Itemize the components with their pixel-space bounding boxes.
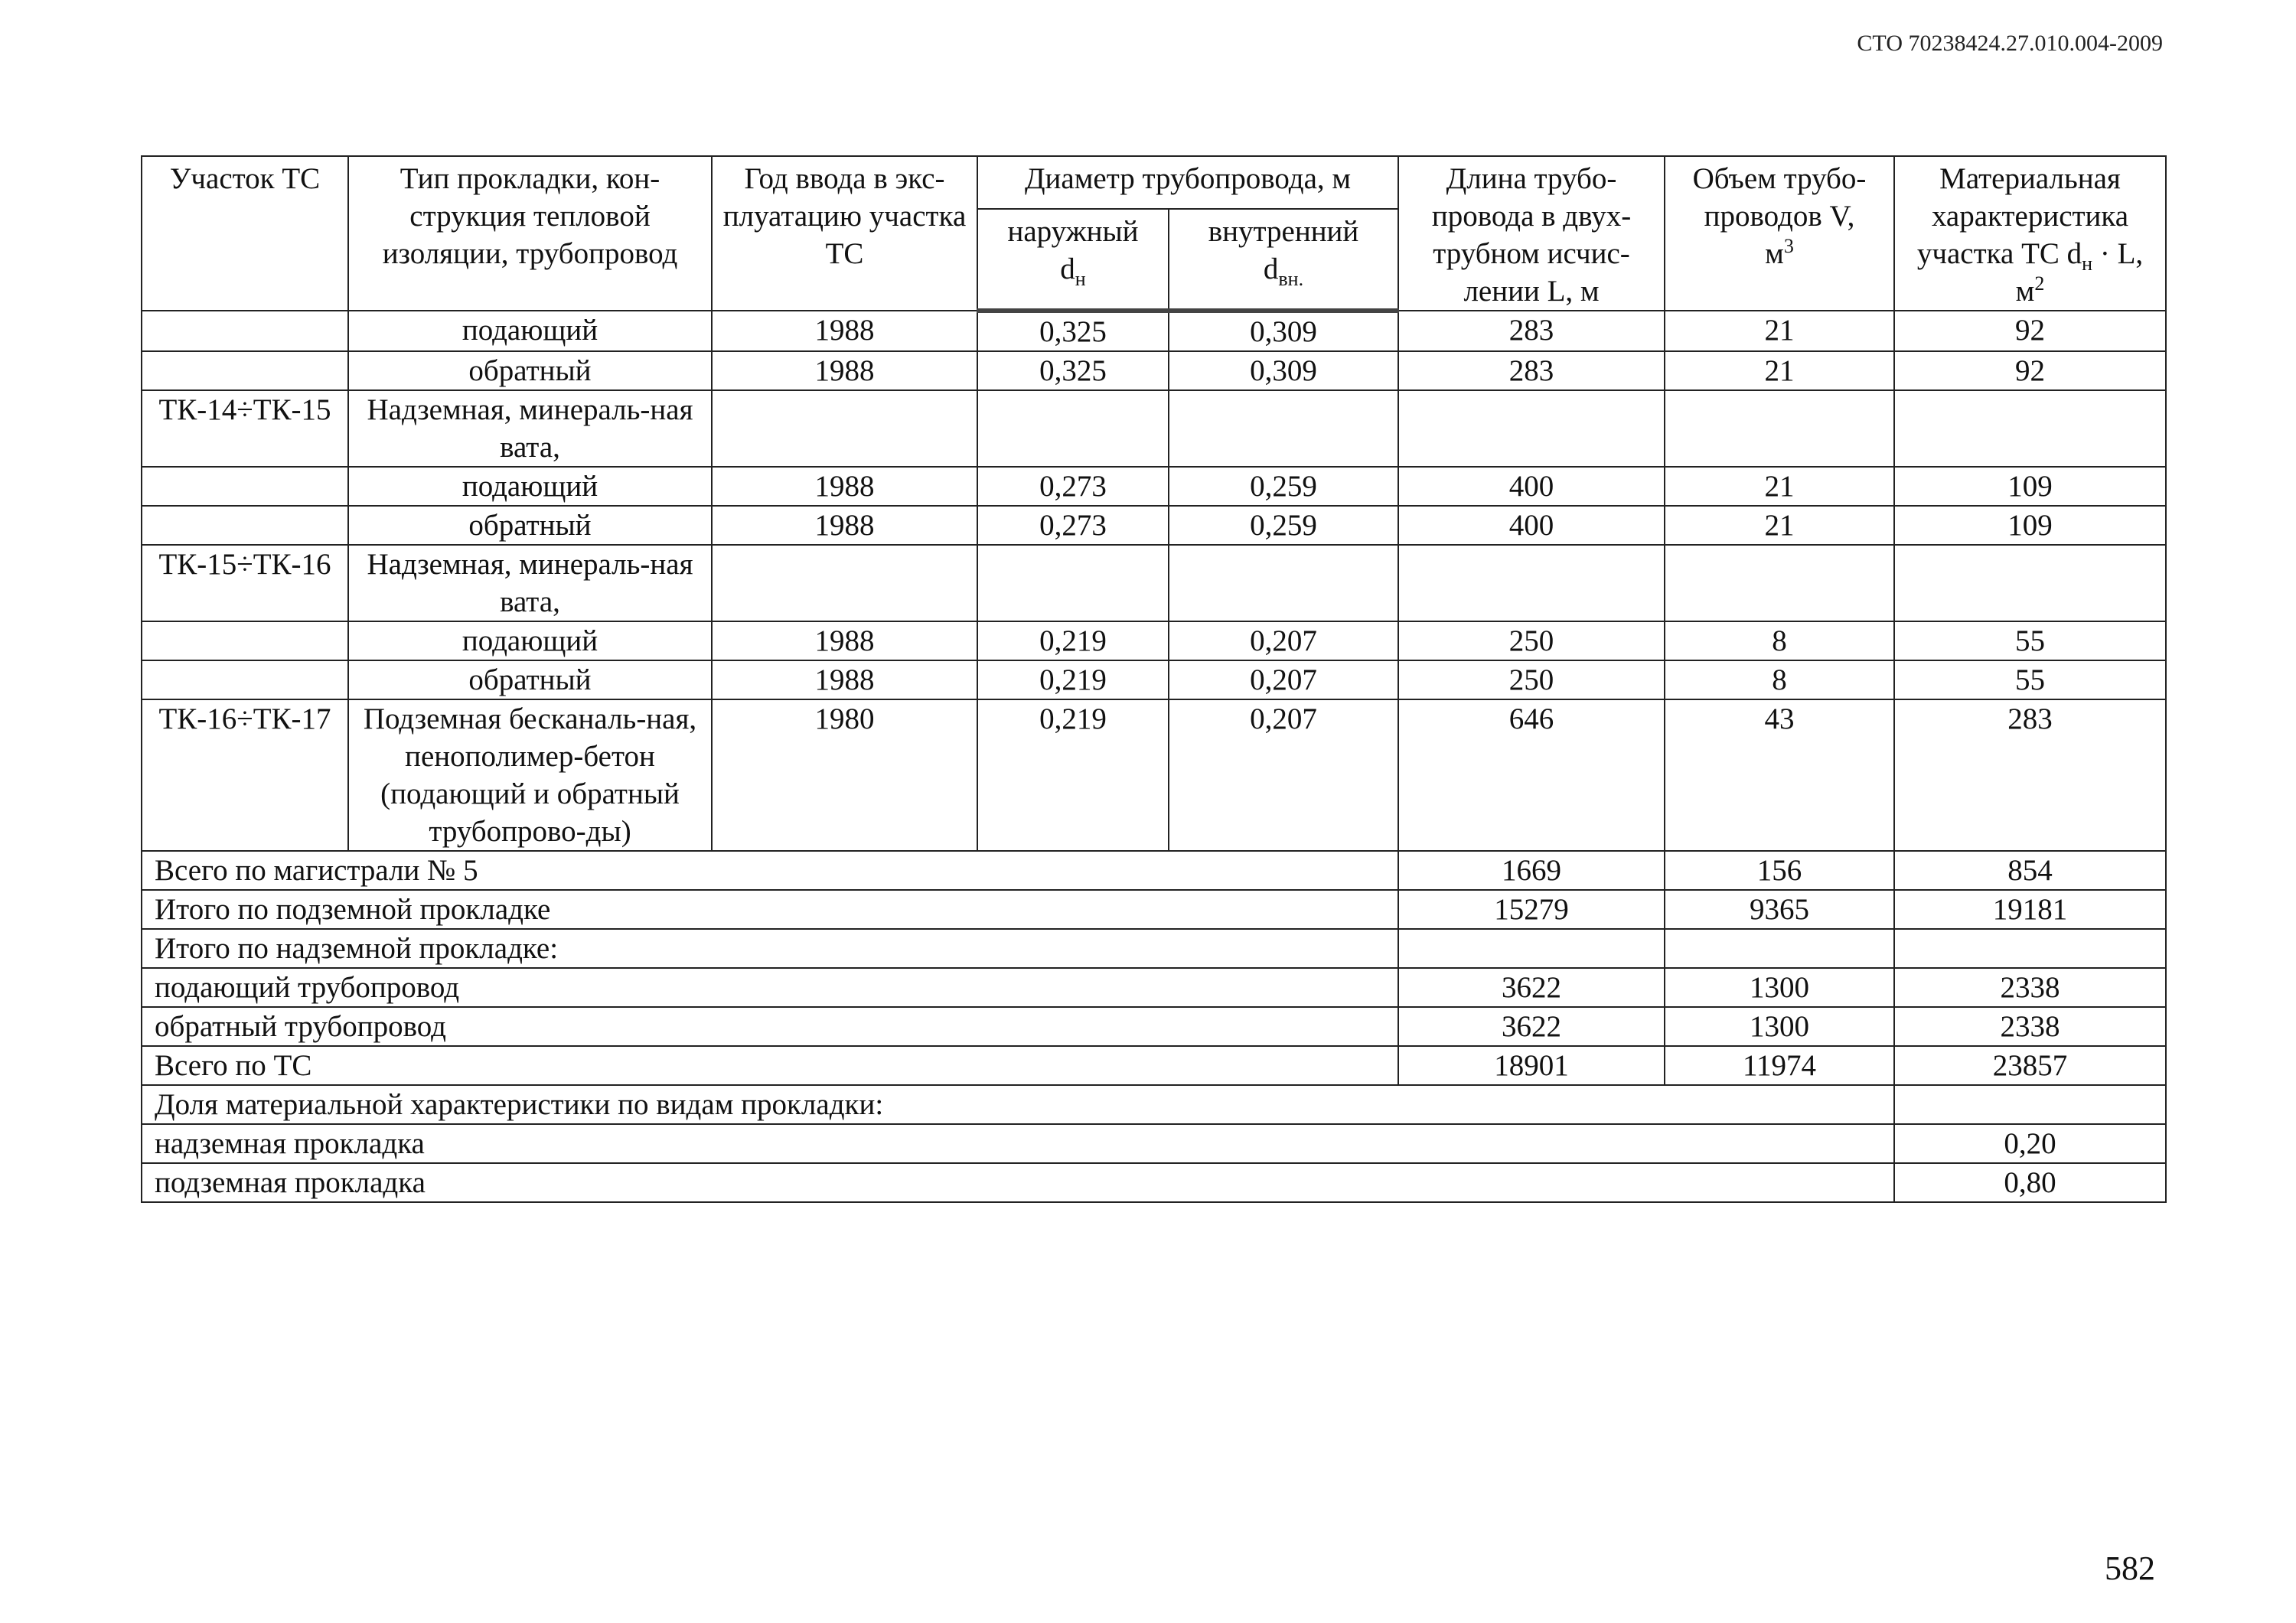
cell-outer: 0,273 xyxy=(977,467,1169,506)
page-number: 582 xyxy=(2105,1550,2155,1587)
cell-inner xyxy=(1169,545,1398,621)
cell-section xyxy=(142,351,348,390)
summary-length xyxy=(1398,929,1665,968)
cell-outer xyxy=(977,390,1169,467)
table-body xyxy=(142,311,2166,851)
summary-material: 854 xyxy=(1894,851,2166,890)
header-material-sub: н xyxy=(2082,252,2093,275)
cell-inner: 0,259 xyxy=(1169,506,1398,545)
table-row xyxy=(142,545,2166,621)
cell-type: подающий xyxy=(348,311,712,351)
summary-body xyxy=(142,851,2166,1085)
cell-volume: 43 xyxy=(1665,699,1894,851)
cell-type: Надземная, минераль-ная вата, xyxy=(348,545,712,621)
cell-volume xyxy=(1665,390,1894,467)
table-row xyxy=(142,699,2166,851)
cell-outer: 0,325 xyxy=(977,351,1169,390)
share-row xyxy=(142,1163,2166,1202)
summary-label: Итого по подземной прокладке xyxy=(142,890,1398,929)
cell-year: 1988 xyxy=(712,621,977,660)
cell-material xyxy=(1894,390,2166,467)
share-empty xyxy=(1894,1085,2166,1124)
cell-section xyxy=(142,506,348,545)
cell-volume: 21 xyxy=(1665,506,1894,545)
cell-length: 283 xyxy=(1398,311,1665,351)
header-volume-label: Объем трубо-проводов V, xyxy=(1692,162,1867,233)
header-year: Год ввода в экс-плуатацию участка ТС xyxy=(712,156,977,311)
heat-network-table xyxy=(141,155,2167,1203)
document-code: СТО 70238424.27.010.004-2009 xyxy=(1857,31,2163,56)
cell-section: ТК-16÷ТК-17 xyxy=(142,699,348,851)
cell-material: 55 xyxy=(1894,660,2166,699)
cell-length: 283 xyxy=(1398,351,1665,390)
summary-length: 3622 xyxy=(1398,1007,1665,1046)
cell-section: ТК-14÷ТК-15 xyxy=(142,390,348,467)
cell-type: Подземная бесканаль-ная, пенополимер-бетон (подающий и обратный трубопрово-ды) xyxy=(348,699,712,851)
header-volume xyxy=(1665,156,1894,311)
share-row-value: 0,80 xyxy=(1894,1163,2166,1202)
summary-row xyxy=(142,851,2166,890)
header-inner-label: внутренний xyxy=(1208,215,1359,248)
cell-volume: 8 xyxy=(1665,621,1894,660)
cell-volume xyxy=(1665,545,1894,621)
summary-volume: 9365 xyxy=(1665,890,1894,929)
header-volume-sup: 3 xyxy=(1783,235,1794,257)
cell-year xyxy=(712,545,977,621)
cell-length: 646 xyxy=(1398,699,1665,851)
share-header-row xyxy=(142,1085,2166,1124)
share-body xyxy=(142,1085,2166,1202)
summary-volume xyxy=(1665,929,1894,968)
share-row-label: надземная прокладка xyxy=(142,1124,1894,1163)
summary-label: Всего по магистрали № 5 xyxy=(142,851,1398,890)
table-row xyxy=(142,351,2166,390)
summary-length: 15279 xyxy=(1398,890,1665,929)
header-outer-symbol: d xyxy=(1060,253,1075,285)
cell-outer: 0,325 xyxy=(977,311,1169,351)
header-type: Тип прокладки, кон-струкция тепловой изоляции, трубопровод xyxy=(348,156,712,311)
table-row xyxy=(142,311,2166,351)
cell-type: Надземная, минераль-ная вата, xyxy=(348,390,712,467)
cell-inner: 0,309 xyxy=(1169,311,1398,351)
cell-outer: 0,273 xyxy=(977,506,1169,545)
cell-inner: 0,207 xyxy=(1169,621,1398,660)
table-row xyxy=(142,660,2166,699)
summary-row xyxy=(142,1007,2166,1046)
cell-inner: 0,207 xyxy=(1169,660,1398,699)
cell-outer: 0,219 xyxy=(977,660,1169,699)
cell-section xyxy=(142,660,348,699)
summary-material: 2338 xyxy=(1894,1007,2166,1046)
summary-label: обратный трубопровод xyxy=(142,1007,1398,1046)
cell-year: 1988 xyxy=(712,351,977,390)
summary-row xyxy=(142,929,2166,968)
cell-material: 109 xyxy=(1894,506,2166,545)
cell-year: 1988 xyxy=(712,506,977,545)
share-row xyxy=(142,1124,2166,1163)
cell-volume: 8 xyxy=(1665,660,1894,699)
cell-section xyxy=(142,467,348,506)
summary-volume: 11974 xyxy=(1665,1046,1894,1085)
summary-label: Всего по ТС xyxy=(142,1046,1398,1085)
table-row xyxy=(142,467,2166,506)
summary-length: 18901 xyxy=(1398,1046,1665,1085)
cell-outer: 0,219 xyxy=(977,699,1169,851)
header-material xyxy=(1894,156,2166,311)
table-row xyxy=(142,621,2166,660)
summary-material: 2338 xyxy=(1894,968,2166,1007)
share-row-value: 0,20 xyxy=(1894,1124,2166,1163)
cell-length xyxy=(1398,545,1665,621)
cell-type: обратный xyxy=(348,506,712,545)
cell-inner: 0,309 xyxy=(1169,351,1398,390)
summary-label: подающий трубопровод xyxy=(142,968,1398,1007)
cell-material: 92 xyxy=(1894,351,2166,390)
summary-length: 1669 xyxy=(1398,851,1665,890)
cell-length: 250 xyxy=(1398,621,1665,660)
header-material-unit: м xyxy=(2015,275,2035,308)
header-material-sup: 2 xyxy=(2034,272,2045,295)
summary-material xyxy=(1894,929,2166,968)
summary-row xyxy=(142,1046,2166,1085)
cell-year: 1988 xyxy=(712,660,977,699)
cell-section: ТК-15÷ТК-16 xyxy=(142,545,348,621)
header-outer-label: наружный xyxy=(1007,215,1139,248)
cell-year xyxy=(712,390,977,467)
cell-type: обратный xyxy=(348,660,712,699)
cell-length xyxy=(1398,390,1665,467)
cell-volume: 21 xyxy=(1665,467,1894,506)
cell-volume: 21 xyxy=(1665,351,1894,390)
cell-length: 400 xyxy=(1398,467,1665,506)
header-inner-symbol: d xyxy=(1263,253,1279,285)
header-inner xyxy=(1169,209,1398,311)
header-section: Участок ТС xyxy=(142,156,348,311)
summary-row xyxy=(142,890,2166,929)
header-outer xyxy=(977,209,1169,311)
summary-volume: 156 xyxy=(1665,851,1894,890)
header-material-label: Материальная характеристика участка ТС d xyxy=(1916,162,2129,270)
header-volume-unit: м xyxy=(1765,237,1784,270)
table-row xyxy=(142,390,2166,467)
summary-volume: 1300 xyxy=(1665,968,1894,1007)
cell-outer xyxy=(977,545,1169,621)
table-row xyxy=(142,506,2166,545)
header-material-rest: · L, xyxy=(2092,237,2144,270)
cell-volume: 21 xyxy=(1665,311,1894,351)
cell-material: 109 xyxy=(1894,467,2166,506)
cell-year: 1980 xyxy=(712,699,977,851)
summary-volume: 1300 xyxy=(1665,1007,1894,1046)
cell-section xyxy=(142,311,348,351)
header-diameter: Диаметр трубопровода, м xyxy=(977,156,1398,209)
header-outer-sub: н xyxy=(1075,267,1086,290)
cell-length: 400 xyxy=(1398,506,1665,545)
cell-section xyxy=(142,621,348,660)
summary-label: Итого по надземной прокладке: xyxy=(142,929,1398,968)
summary-material: 23857 xyxy=(1894,1046,2166,1085)
share-label: Доля материальной характеристики по видам прокладки: xyxy=(142,1085,1894,1124)
cell-inner: 0,207 xyxy=(1169,699,1398,851)
cell-inner: 0,259 xyxy=(1169,467,1398,506)
share-row-label: подземная прокладка xyxy=(142,1163,1894,1202)
cell-type: обратный xyxy=(348,351,712,390)
cell-inner xyxy=(1169,390,1398,467)
summary-row xyxy=(142,968,2166,1007)
cell-material: 283 xyxy=(1894,699,2166,851)
cell-length: 250 xyxy=(1398,660,1665,699)
summary-length: 3622 xyxy=(1398,968,1665,1007)
header-length: Длина трубо-провода в двух-трубном исчис-лении L, м xyxy=(1398,156,1665,311)
cell-year: 1988 xyxy=(712,467,977,506)
cell-material: 55 xyxy=(1894,621,2166,660)
cell-year: 1988 xyxy=(712,311,977,351)
header-inner-sub: вн. xyxy=(1278,267,1304,290)
cell-material: 92 xyxy=(1894,311,2166,351)
cell-type: подающий xyxy=(348,467,712,506)
cell-type: подающий xyxy=(348,621,712,660)
cell-material xyxy=(1894,545,2166,621)
summary-material: 19181 xyxy=(1894,890,2166,929)
cell-outer: 0,219 xyxy=(977,621,1169,660)
